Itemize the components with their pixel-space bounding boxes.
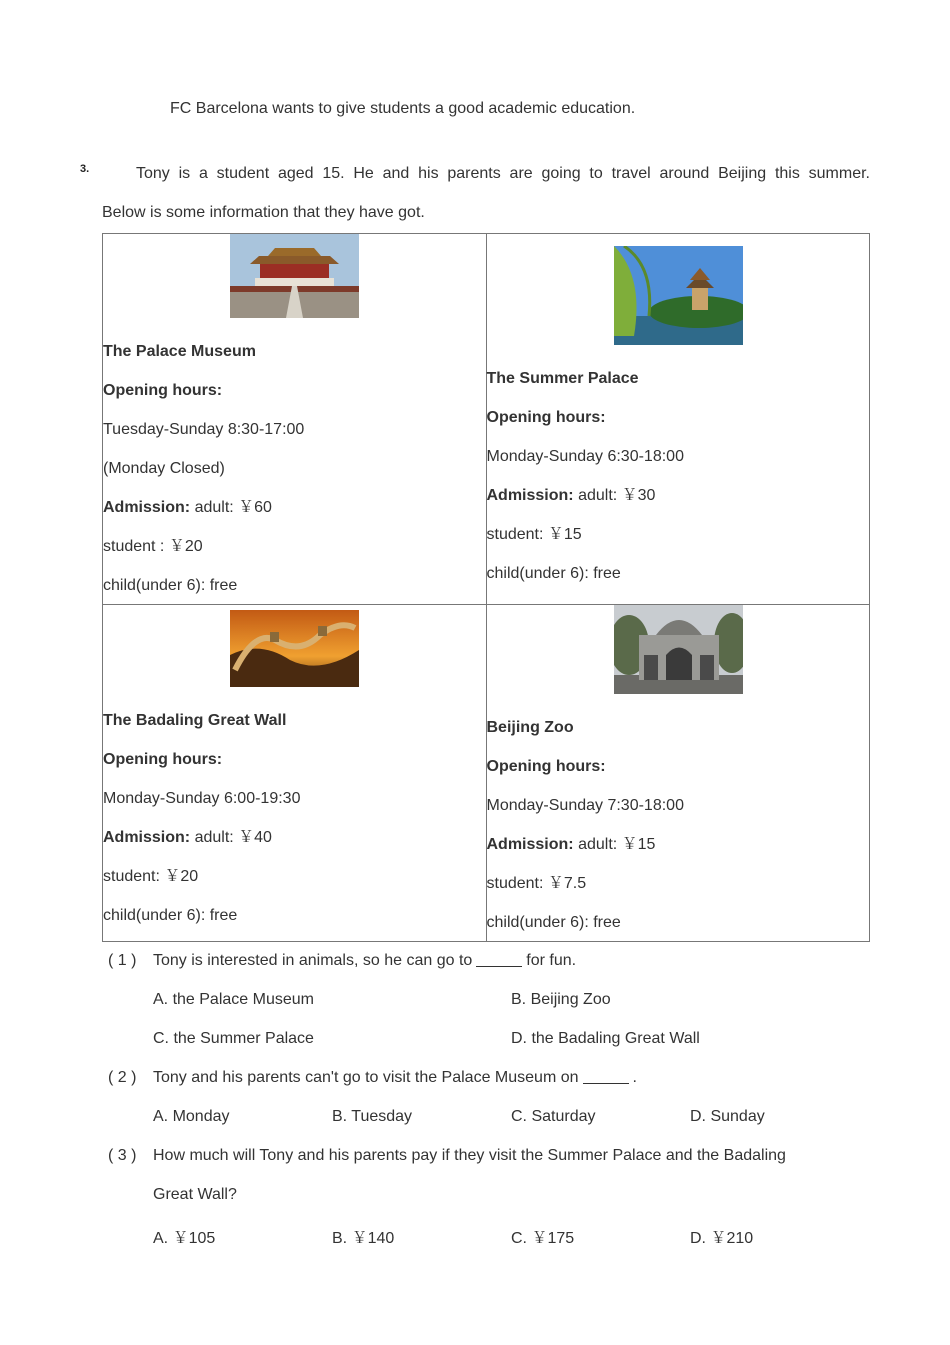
intro-word: Tony <box>136 165 170 182</box>
great-wall-cell <box>103 605 487 942</box>
summer-palace-cell <box>486 234 870 605</box>
hours-label: Opening hours: <box>103 382 223 399</box>
child-price: child(under 6): free <box>103 577 238 594</box>
intro-word: around <box>659 165 710 182</box>
great-wall-photo <box>230 610 359 687</box>
answer-blank <box>583 1083 629 1084</box>
option-c[interactable]: C. ￥175 <box>511 1230 575 1247</box>
intro-word: and <box>382 165 410 182</box>
summer-palace-photo <box>614 246 743 345</box>
admission-adult <box>487 825 870 864</box>
question-text-end: . <box>632 1069 637 1086</box>
sub-question-3-text: How much will Tony and his parents pay if they visit the Summer Palace and the Badaling <box>153 1147 786 1164</box>
student-price: student: ￥20 <box>103 868 199 885</box>
sub-question-2-number: ( 2 ) <box>108 1069 137 1086</box>
adult-price: adult: ￥30 <box>573 487 656 504</box>
admission-label: Admission: <box>486 836 574 853</box>
hours-value: Monday-Sunday 6:00-19:30 <box>103 790 301 807</box>
option-c[interactable]: C. the Summer Palace <box>153 1030 314 1047</box>
intro-word: his <box>418 165 439 182</box>
hours-label: Opening hours: <box>486 409 606 426</box>
admission-label: Admission: <box>486 487 574 504</box>
question-text-end: for fun. <box>526 952 577 969</box>
student-price: student: ￥7.5 <box>486 875 587 892</box>
place-name: The Badaling Great Wall <box>103 712 287 729</box>
student-price: student: ￥15 <box>486 526 582 543</box>
adult-price: adult: ￥40 <box>190 829 272 846</box>
option-a[interactable]: A. ￥105 <box>153 1230 216 1247</box>
intro-word: parents <box>447 165 501 182</box>
hours-label: Opening hours: <box>103 751 223 768</box>
hours-value: Monday-Sunday 6:30-18:00 <box>486 448 684 465</box>
intro-word: aged <box>277 165 314 182</box>
option-a[interactable]: A. the Palace Museum <box>153 991 314 1008</box>
question-intro-line-2: Below is some information that they have got. <box>102 204 425 221</box>
intro-word: is <box>178 165 191 182</box>
beijing-zoo-cell <box>486 605 870 942</box>
place-name: Beijing Zoo <box>486 719 574 736</box>
intro-word: 15. <box>322 165 345 182</box>
option-d[interactable]: D. Sunday <box>690 1108 765 1125</box>
sub-question-1-number: ( 1 ) <box>108 952 137 969</box>
place-name: The Summer Palace <box>486 370 639 387</box>
intro-word: He <box>353 165 374 182</box>
option-b[interactable]: B. Tuesday <box>332 1108 413 1125</box>
child-price: child(under 6): free <box>486 565 621 582</box>
intro-word: a <box>198 165 208 182</box>
option-d[interactable]: D. ￥210 <box>690 1230 754 1247</box>
sub-question-2-text <box>153 1069 637 1087</box>
adult-price: adult: ￥60 <box>190 499 272 516</box>
intro-word: going <box>541 165 581 182</box>
intro-word: are <box>509 165 533 182</box>
hours-value: Monday-Sunday 7:30-18:00 <box>486 797 684 814</box>
previous-sentence: FC Barcelona wants to give students a good academic education. <box>170 100 636 117</box>
question-text: Tony is interested in animals, so he can go to <box>153 952 473 969</box>
intro-word: travel <box>611 165 651 182</box>
sub-question-1-text <box>153 952 576 970</box>
question-intro-line-1 <box>136 165 870 183</box>
palace-museum-photo <box>230 234 359 318</box>
child-price: child(under 6): free <box>103 907 238 924</box>
intro-word: this <box>774 165 800 182</box>
answer-blank <box>476 966 522 967</box>
intro-word: student <box>216 165 270 182</box>
admission-adult <box>103 488 486 527</box>
question-number: 3. <box>80 163 90 175</box>
option-b[interactable]: B. ￥140 <box>332 1230 395 1247</box>
sub-question-3-text-continued: Great Wall? <box>153 1186 237 1203</box>
palace-museum-cell <box>103 234 487 605</box>
option-d[interactable]: D. the Badaling Great Wall <box>511 1030 700 1047</box>
admission-adult <box>103 818 486 857</box>
hours-label: Opening hours: <box>486 758 606 775</box>
admission-label: Admission: <box>103 829 191 846</box>
option-c[interactable]: C. Saturday <box>511 1108 596 1125</box>
closed-note: (Monday Closed) <box>103 460 225 477</box>
option-a[interactable]: A. Monday <box>153 1108 230 1125</box>
intro-word: Beijing <box>718 165 767 182</box>
option-b[interactable]: B. Beijing Zoo <box>511 991 611 1008</box>
adult-price: adult: ￥15 <box>573 836 656 853</box>
place-name: The Palace Museum <box>103 343 256 360</box>
attractions-table <box>102 233 870 942</box>
sub-question-3-number: ( 3 ) <box>108 1147 137 1164</box>
hours-value: Tuesday-Sunday 8:30-17:00 <box>103 421 305 438</box>
intro-word: summer. <box>808 165 870 182</box>
student-price: student : ￥20 <box>103 538 203 555</box>
child-price: child(under 6): free <box>486 914 621 931</box>
question-text: Tony and his parents can't go to visit the Palace Museum on <box>153 1069 579 1086</box>
admission-adult <box>487 476 870 515</box>
beijing-zoo-photo <box>614 605 743 694</box>
intro-word: to <box>589 165 603 182</box>
admission-label: Admission: <box>103 499 191 516</box>
